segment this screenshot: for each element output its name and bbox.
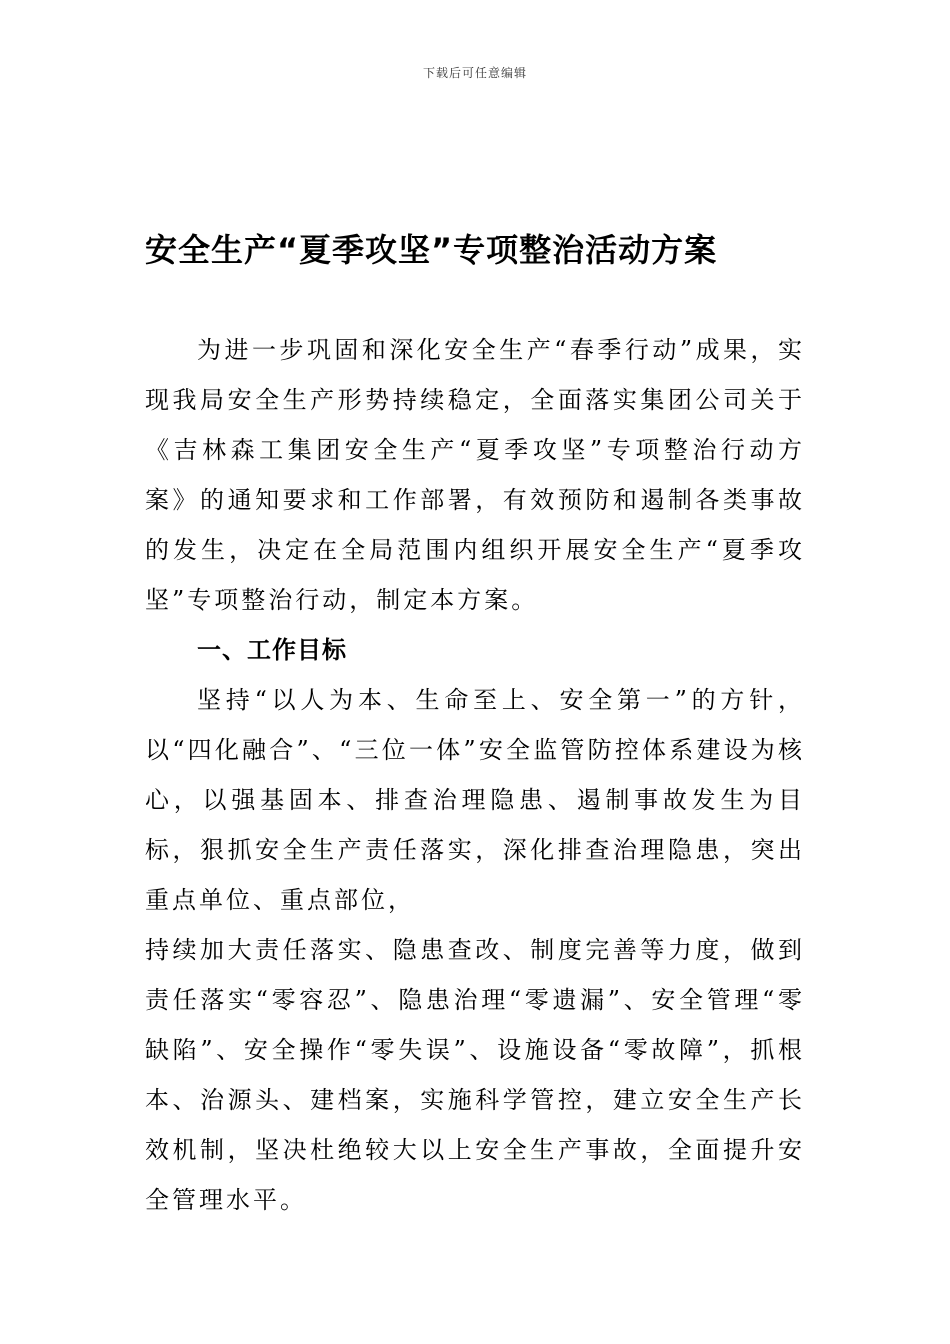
work-goals-paragraph: 坚持“以人为本、生命至上、安全第一”的方针，以“四化融合”、“三位一体”安全监管防控体系建设为核心，以强基固本、排查治理隐患、遏制事故发生为目标，狠抓安全生产责任落实，深化排查治理隐患，突出重点单位、重点部位， [145,686,805,914]
work-goals-continuation-paragraph: 持续加大责任落实、隐患查改、制度完善等力度，做到责任落实“零容忍”、隐患治理“零遗漏”、安全管理“零缺陷”、安全操作“零失误”、设施设备“零故障”，抓根本、治源头、建档案，实施科学管控，建立安全生产长效机制，坚决杜绝较大以上安全生产事故，全面提升安全管理水平。 [145,936,805,1214]
page-header-note: 下载后可任意编辑 [422,66,527,80]
section-heading-work-goals: 一、工作目标 [197,636,347,664]
document-title: 安全生产“夏季攻坚”专项整治活动方案 [145,231,718,269]
document-body [145,325,805,1225]
intro-paragraph: 为进一步巩固和深化安全生产“春季行动”成果，实现我局安全生产形势持续稳定，全面落实集团公司关于《吉林森工集团安全生产“夏季攻坚”专项整治行动方案》的通知要求和工作部署，有效预防和遏制各类事故的发生，决定在全局范围内组织开展安全生产“夏季攻坚”专项整治行动，制定本方案。 [145,336,805,614]
